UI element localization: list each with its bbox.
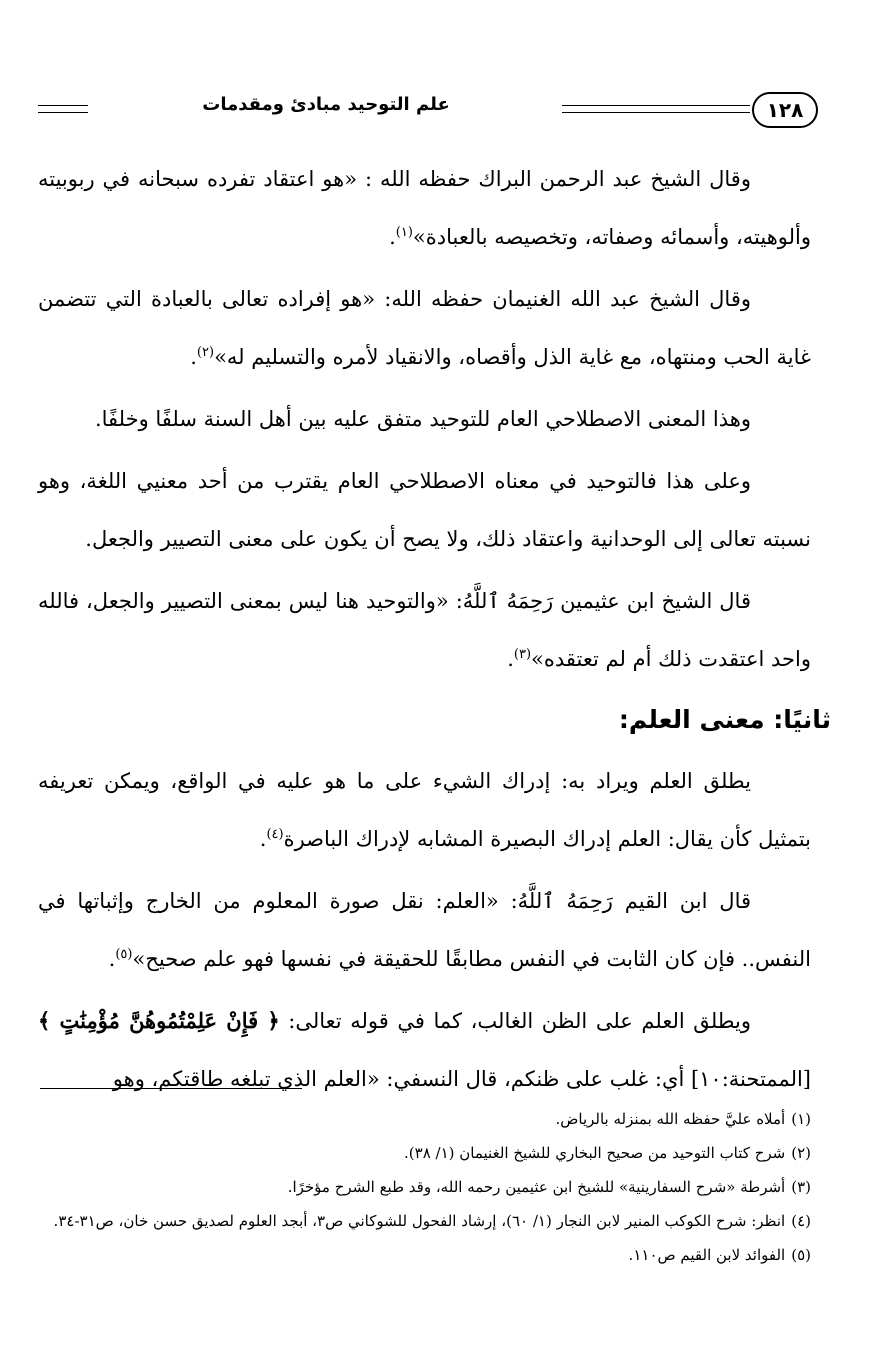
- footnote-text: شرح كتاب التوحيد من صحيح البخاري للشيخ الغنيمان (١/ ٣٨).: [404, 1144, 786, 1162]
- footnote-ref[interactable]: (٤): [266, 827, 284, 842]
- paragraph-text: قال ابن القيم رَحِمَهُ ٱللَّهُ: «العلم: نقل صورة المعلوم من الخارج وإثباتها في النفس.. فإن كان الثابت في النفس مطابقًا للحقيقة في نفسها فهو علم صحيح»: [38, 889, 811, 971]
- footnote: [38, 1172, 811, 1202]
- paragraph-text: يطلق العلم ويراد به: إدراك الشيء على ما هو عليه في الواقع، ويمكن تعريفه بتمثيل كأن يقال: العلم إدراك البصيرة المشابه لإدراك الباصرة: [38, 769, 811, 851]
- paragraph-text: ويطلق العلم على الظن الغالب، كما في قوله تعالى:: [288, 1009, 751, 1033]
- footnote-text: أشرطة «شرح السفارينية» للشيخ ابن عثيمين رحمه الله، وقد طبع الشرح مؤخرًا.: [287, 1178, 786, 1196]
- header-rule-left: [38, 105, 88, 113]
- page-header: [38, 92, 818, 128]
- paragraph-text: قال الشيخ ابن عثيمين رَحِمَهُ ٱللَّهُ: «والتوحيد هنا ليس بمعنى التصيير والجعل، فالله واحد اعتقدت ذلك أم لم تعتقده»: [38, 589, 811, 671]
- running-title: علم التوحيد مبادئ ومقدمات: [202, 94, 450, 115]
- paragraph: [38, 752, 811, 868]
- paragraph: [38, 992, 811, 1108]
- footnote-ref[interactable]: (٢): [196, 345, 215, 360]
- footnote-number: (٢): [791, 1144, 811, 1162]
- paragraph-tail: .: [259, 827, 267, 851]
- footnote: [38, 1240, 811, 1270]
- paragraph: [38, 150, 811, 266]
- paragraph-tail: .: [190, 345, 197, 369]
- page-number-badge: ١٢٨: [752, 92, 818, 128]
- footnote-separator: [40, 1088, 302, 1089]
- quran-verse: ﴿ فَإِنْ عَلِمْتُمُوهُنَّ مُؤْمِنَٰتٍ ﴾: [38, 1008, 280, 1033]
- footnote-text: أملاه عليَّ حفظه الله بمنزله بالرياض.: [555, 1110, 786, 1128]
- paragraph-text: وعلى هذا فالتوحيد في معناه الاصطلاحي العام يقترب من أحد معنيي اللغة، وهو نسبته تعالى إلى الوحدانية واعتقاد ذلك، ولا يصح أن يكون على معنى التصيير والجعل.: [38, 469, 811, 551]
- paragraph: [38, 872, 811, 988]
- paragraph-tail: .: [507, 647, 514, 671]
- footnote-number: (٥): [791, 1246, 811, 1264]
- footnote-ref[interactable]: (٣): [513, 647, 532, 662]
- footnote-text: الفوائد لابن القيم ص١١٠.: [628, 1246, 786, 1264]
- footnote-ref[interactable]: (٥): [115, 947, 133, 962]
- header-rule-right: [562, 105, 750, 113]
- footnote: [38, 1104, 811, 1134]
- footnote-text: انظر: شرح الكوكب المنير لابن النجار (١/ ٦٠)، إرشاد الفحول للشوكاني ص٣، أبجد العلوم لصديق حسن خان، ص٣١-٣٤.: [53, 1212, 786, 1230]
- paragraph-tail: .: [108, 947, 116, 971]
- footnotes: [38, 1104, 811, 1274]
- section-heading: ثانيًا: معنى العلم:: [618, 705, 831, 734]
- main-text: [38, 150, 831, 1112]
- footnote-number: (٣): [791, 1178, 811, 1196]
- footnote-number: (١): [791, 1110, 811, 1128]
- paragraph: [38, 390, 811, 448]
- paragraph: [38, 270, 811, 386]
- paragraph: [38, 572, 811, 688]
- footnote: [38, 1206, 811, 1236]
- paragraph-text-continued: [الممتحنة:١٠] أي: غلب على ظنكم، قال النسفي: «العلم الذي تبلغه طاقتكم، وهو: [112, 1067, 811, 1091]
- paragraph-text: وهذا المعنى الاصطلاحي العام للتوحيد متفق عليه بين أهل السنة سلفًا وخلفًا.: [94, 407, 751, 431]
- paragraph-text: وقال الشيخ عبد الله الغنيمان حفظه الله: «هو إفراده تعالى بالعبادة التي تتضمن غاية الحب ومنتهاه، مع غاية الذل وأقصاه، والانقياد لأمره والتسليم له»: [38, 287, 811, 369]
- footnote: [38, 1138, 811, 1168]
- paragraph-tail: .: [389, 225, 396, 249]
- paragraph: [38, 452, 811, 568]
- footnote-number: (٤): [791, 1212, 811, 1230]
- paragraph-text: وقال الشيخ عبد الرحمن البراك حفظه الله : «هو اعتقاد تفرده سبحانه في ربوبيته وألوهيته، وأسمائه وصفاته، وتخصيصه بالعبادة»: [38, 167, 811, 249]
- footnote-ref[interactable]: (١): [395, 225, 413, 240]
